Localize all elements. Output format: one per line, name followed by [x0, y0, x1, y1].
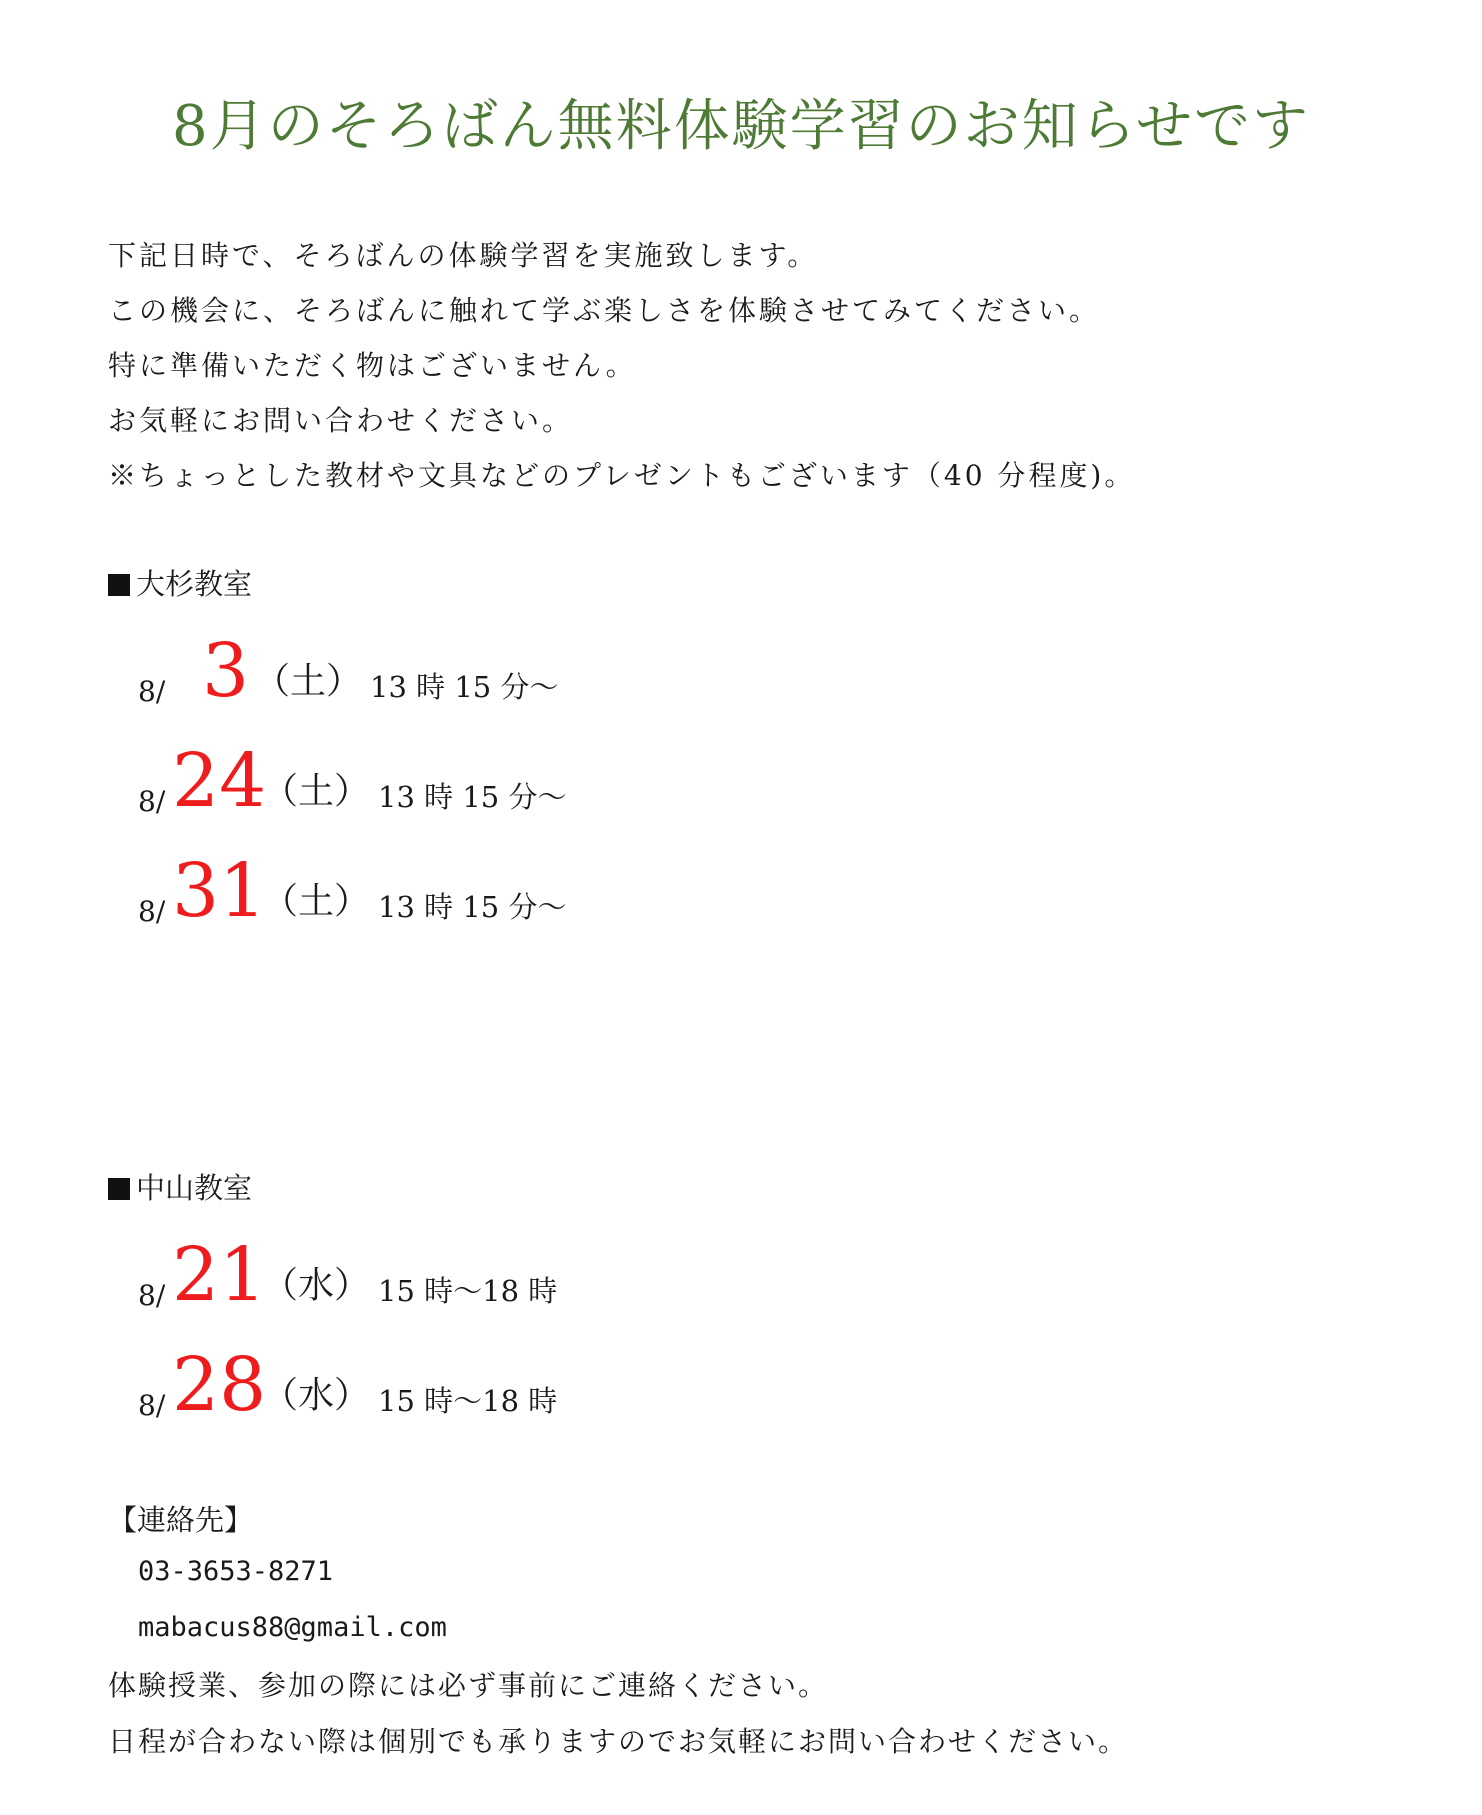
intro-line: 下記日時で、そろばんの体験学習を実施致します。: [108, 239, 819, 272]
session-weekday: （土）: [254, 661, 363, 702]
intro-line: 特に準備いただく物はございません。: [108, 349, 637, 382]
session-day: 3: [202, 628, 250, 714]
intro-line: お気軽にお問い合わせください。: [108, 404, 574, 437]
session-month: 8/: [138, 1279, 166, 1312]
section-heading-label: 大杉教室: [136, 567, 253, 601]
session-weekday: （土）: [262, 771, 371, 812]
session-time: 13 時 15 分～: [370, 670, 559, 704]
session-day: 28: [172, 1342, 267, 1428]
session-month: 8/: [138, 1389, 166, 1422]
session-month: 8/: [138, 675, 166, 708]
note-line: 日程が合わない際は個別でも承りますのでお気軽にお問い合わせください。: [108, 1725, 1129, 1758]
session-day: 21: [172, 1232, 267, 1318]
contact-heading: 【連絡先】: [108, 1503, 254, 1537]
intro-text: [108, 228, 1135, 503]
session-weekday: （土）: [262, 881, 371, 922]
session-time: 13 時 15 分～: [378, 890, 567, 924]
square-bullet-icon: [108, 574, 130, 596]
intro-line: この機会に、そろばんに触れて学ぶ楽しさを体験させてみてください。: [108, 294, 1101, 327]
session-day: 31: [172, 848, 267, 934]
session-month: 8/: [138, 785, 166, 818]
contact-email: mabacus88@gmail.com: [138, 1612, 447, 1643]
session-time: 13 時 15 分～: [378, 780, 567, 814]
contact-phone: 03-3653-8271: [138, 1556, 334, 1587]
session-time: 15 時～18 時: [378, 1274, 558, 1308]
intro-line: ※ちょっとした教材や文具などのプレゼントもございます（40 分程度)。: [108, 459, 1136, 492]
session-day: 24: [172, 738, 267, 824]
square-bullet-icon: [108, 1178, 130, 1200]
note-line: 体験授業、参加の際には必ず事前にご連絡ください。: [108, 1669, 829, 1702]
section-heading-nakayama: [108, 1166, 252, 1207]
section-heading-label: 中山教室: [136, 1171, 253, 1205]
session-weekday: （水）: [262, 1375, 371, 1416]
session-weekday: （水）: [262, 1265, 371, 1306]
session-time: 15 時～18 時: [378, 1384, 558, 1418]
session-month: 8/: [138, 895, 166, 928]
page-title: 8月のそろばん無料体験学習のお知らせです: [172, 94, 1310, 159]
section-heading-osugi: [108, 562, 252, 603]
